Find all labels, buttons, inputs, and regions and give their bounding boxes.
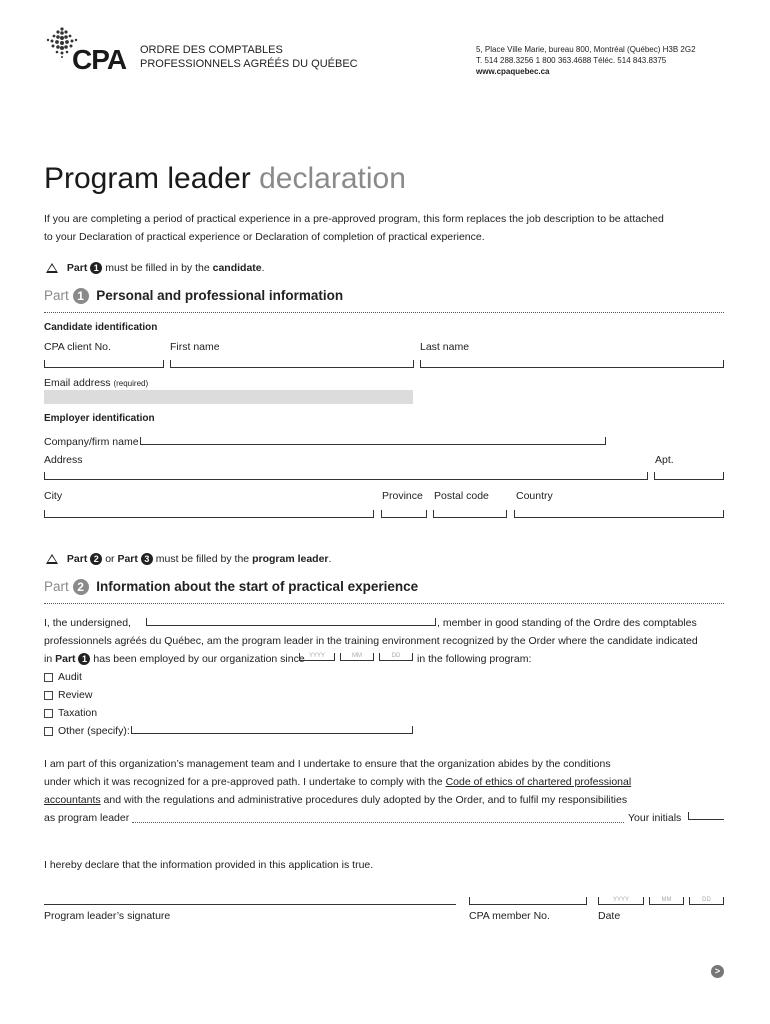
part-number-badge: 3 (141, 553, 153, 565)
apt-label: Apt. (655, 454, 674, 466)
checkbox[interactable] (44, 727, 53, 736)
part-number-badge: 2 (73, 579, 89, 595)
yyyy-placeholder: YYYY (612, 897, 629, 903)
option-other[interactable] (44, 725, 130, 737)
option-taxation[interactable] (44, 707, 97, 719)
org-name-line1: ORDRE DES COMPTABLES (140, 44, 283, 56)
city-field[interactable] (44, 510, 374, 518)
mm-placeholder: MM (352, 653, 362, 659)
first-name-field[interactable] (170, 360, 414, 368)
undertaking-line-4: as program leader (44, 812, 130, 824)
country-field[interactable] (514, 510, 724, 518)
line3-in: in (44, 653, 53, 665)
city-label: City (44, 490, 63, 502)
option-label: Audit (58, 671, 82, 683)
postal-field[interactable] (433, 510, 507, 518)
page-title (44, 162, 406, 196)
undersigned-label: I, the undersigned, (44, 617, 131, 629)
following-program-text: in the following program: (417, 653, 532, 665)
warning-icon (46, 554, 58, 564)
email-label (44, 377, 148, 389)
part-word: Part (44, 579, 69, 594)
undertaking-line-2 (44, 776, 631, 788)
candidate-heading: Candidate identification (44, 322, 158, 333)
province-label: Province (382, 490, 423, 502)
undertaking-line-1: I am part of this organization’s management team and I undertake to ensure that the organization abides by the conditions (44, 758, 611, 770)
email-field[interactable] (44, 390, 413, 404)
postal-label: Postal code (434, 490, 489, 502)
part-title: Information about the start of practical experience (96, 579, 419, 594)
address-label: Address (44, 454, 83, 466)
org-phones: T. 514 288.3256 1 800 363.4688 Téléc. 514 843.8375 (476, 56, 667, 65)
part-number-badge: 1 (90, 262, 102, 274)
apt-field[interactable] (654, 472, 724, 480)
next-page-button[interactable] (711, 965, 724, 978)
date-label: Date (598, 910, 621, 922)
org-address: 5, Place Ville Marie, bureau 800, Montréal (Québec) H3B 2G2 (476, 45, 696, 54)
member-standing-text: , member in good standing of the Ordre des comptables (437, 617, 697, 629)
option-label: Review (58, 689, 93, 701)
notice-part-word: Part (117, 553, 138, 565)
checkbox[interactable] (44, 691, 53, 700)
section-divider (44, 312, 724, 313)
org-name-line2: PROFESSIONNELS AGRÉÉS DU QUÉBEC (140, 58, 358, 70)
notice-part1 (46, 262, 265, 274)
signature-label: Program leader’s signature (44, 910, 171, 922)
line3-part-word: Part (55, 653, 76, 665)
notice-end: . (328, 553, 332, 565)
intro-line-1: If you are completing a period of practical experience in a pre-approved program, this form replaces the job description to be attached (44, 213, 664, 225)
notice-end: . (261, 262, 265, 274)
mm-placeholder: MM (661, 897, 672, 903)
line3-text: has been employed by our organization since (93, 653, 305, 665)
org-website: www.cpaquebec.ca (476, 67, 550, 76)
chevron-right-icon: > (714, 966, 721, 976)
notice-part2 (46, 553, 331, 565)
initials-label: Your initials (628, 812, 682, 824)
country-label: Country (516, 490, 553, 502)
part-word: Part (44, 288, 69, 303)
client-no-label: CPA client No. (44, 341, 111, 353)
yyyy-placeholder: YYYY (308, 653, 325, 659)
signature-line[interactable] (44, 904, 456, 905)
logo-text: CPA (72, 44, 127, 75)
declare-true-text: I hereby declare that the information provided in this application is true. (44, 859, 374, 871)
notice-part-word: Part (66, 262, 88, 274)
company-label: Company/firm name (44, 436, 139, 448)
initials-field[interactable] (688, 812, 724, 820)
undertaking-text: under which it was recognized for a pre-approved path. I undertake to comply with the (44, 776, 443, 788)
title-main: Program leader (44, 162, 251, 195)
other-specify-field[interactable] (131, 726, 413, 734)
option-label: Other (specify): (58, 725, 130, 737)
warning-icon (46, 263, 58, 273)
first-name-label: First name (170, 341, 220, 353)
notice-text: must be filled by the (155, 553, 250, 565)
email-label-text: Email address (44, 377, 111, 389)
checkbox[interactable] (44, 673, 53, 682)
intro-line-2: to your Declaration of practical experience or Declaration of completion of practical experience. (44, 231, 485, 243)
undertaking-line-3 (44, 794, 627, 806)
member-no-label: CPA member No. (469, 910, 550, 922)
option-audit[interactable] (44, 671, 82, 683)
option-review[interactable] (44, 689, 92, 701)
part-title: Personal and professional information (96, 288, 344, 303)
code-of-ethics-link[interactable]: Code of ethics of chartered professional (445, 776, 632, 788)
notice-who: program leader (252, 553, 329, 565)
notice-who: candidate (212, 262, 262, 274)
option-label: Taxation (58, 707, 98, 719)
part2-heading (44, 579, 418, 595)
last-name-field[interactable] (420, 360, 724, 368)
declaration-line-2: professionnels agréés du Québec, am the program leader in the training environment recognized by the Order where the candidate indicated (44, 635, 698, 647)
leader-dots (132, 822, 624, 823)
part-number-badge: 1 (73, 288, 89, 304)
employer-heading: Employer identification (44, 413, 155, 424)
dd-placeholder: DD (391, 653, 401, 659)
cpa-logo (44, 26, 134, 75)
province-field[interactable] (381, 510, 427, 518)
undersigned-name-field[interactable] (146, 618, 436, 626)
part1-heading (44, 288, 343, 304)
address-field[interactable] (44, 472, 648, 480)
notice-text: must be filled in by the (105, 262, 210, 274)
checkbox[interactable] (44, 709, 53, 718)
title-accent: declaration (259, 162, 406, 195)
part-number-badge: 1 (78, 653, 90, 665)
code-of-ethics-link[interactable]: accountants (44, 794, 101, 806)
client-no-field[interactable] (44, 360, 164, 368)
declaration-line-3 (44, 653, 305, 665)
dd-placeholder: DD (702, 897, 711, 903)
notice-or: or (105, 553, 115, 565)
part-number-badge: 2 (90, 553, 102, 565)
last-name-label: Last name (420, 341, 470, 353)
undertaking-text: and with the regulations and administrative procedures duly adopted by the Order, and to fulfil my responsibilities (103, 794, 628, 806)
email-required-note: (required) (113, 379, 149, 388)
member-no-field[interactable] (469, 897, 587, 905)
section-divider (44, 603, 724, 604)
company-field[interactable] (140, 437, 606, 445)
notice-part-word: Part (66, 553, 88, 565)
